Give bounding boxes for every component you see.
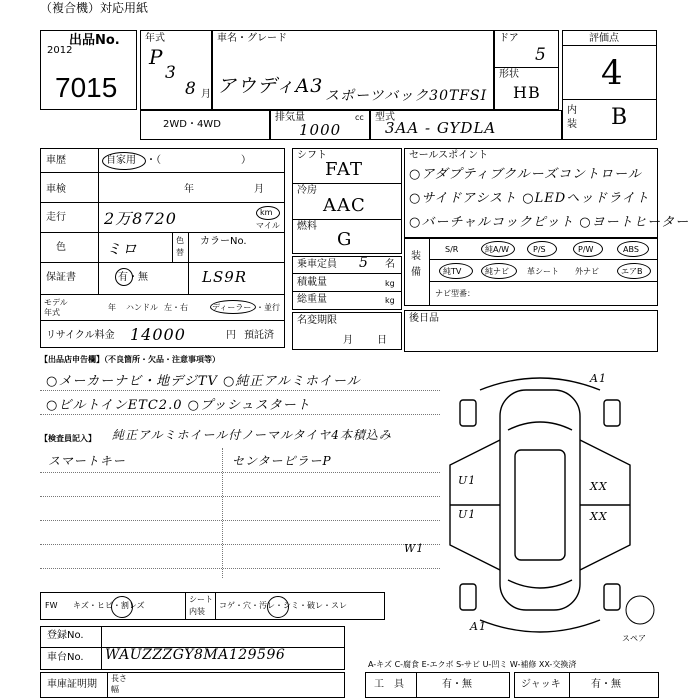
color-label: 色 [56, 242, 66, 253]
change-month: 月 [343, 335, 353, 346]
vehicle-info [40, 148, 285, 348]
equip-ps: P/S [533, 245, 546, 254]
seat-mark-circle [267, 596, 289, 618]
mileage-unit-km: km [260, 208, 273, 217]
fw-items: キズ・ヒビ・割レズ [73, 601, 145, 610]
garage-cert-width: 幅 [111, 685, 119, 694]
year-month: 8 [185, 79, 197, 99]
inspector-note-3: センターピラーP [232, 454, 332, 468]
diagram-mark-xx-1: XX [590, 480, 608, 493]
after-items-label: 後日品 [409, 313, 439, 324]
seat-items: コゲ・穴・汚レ・シミ・破レ・スレ [219, 601, 347, 610]
shift-value: FAT [325, 159, 363, 180]
model-label: 型式 [375, 112, 395, 123]
equip-abs: ABS [623, 245, 639, 254]
declaration-line-2: ○ビルトインETC2.0 ○プッシュスタート [46, 398, 311, 413]
car-diagram [420, 370, 670, 640]
history-value: 自家用 [106, 155, 136, 166]
capacity-value: 5 [359, 255, 369, 271]
tools-label: 工 具 [374, 679, 404, 690]
equip-awheel: 純A/W [485, 245, 510, 254]
ac-label: 冷房 [297, 185, 317, 196]
diagram-mark-xx-2: XX [590, 510, 608, 523]
jack-value: 有・無 [591, 679, 621, 690]
year-label: 年式 [145, 33, 165, 44]
mileage-value: 2万8720 [104, 209, 177, 228]
tools-value: 有・無 [442, 679, 472, 690]
equip-airbag: エアB [621, 267, 643, 276]
sales-box [404, 148, 690, 238]
displacement-unit: cc [355, 113, 364, 122]
equip-navi: 純ナビ [485, 267, 509, 276]
dealer-label: ディーラー [212, 303, 252, 312]
history-rest: ・（ ） [146, 155, 251, 166]
change-box [292, 312, 402, 350]
year-value: 3 [165, 63, 177, 83]
score-label: 評価点 [589, 33, 619, 44]
displacement-box [270, 110, 370, 140]
after-items-box [404, 310, 658, 352]
warranty-label: 保証書 [46, 272, 76, 283]
inspector-note-2: スマートキー [48, 454, 126, 468]
capacity-label: 乗車定員 [297, 259, 337, 270]
shift-box [292, 148, 402, 254]
sales-point-3: ○バーチャルコックピット ○ヨートヒーター [409, 215, 690, 230]
registration-box [40, 626, 345, 670]
car-label: 車名・グレード [217, 33, 287, 44]
declaration-line-1: ○メーカーナビ・地デジTV ○純正アルミホイール [46, 374, 361, 389]
tools-box [365, 672, 510, 698]
form-title: （複合機）対応用紙 [40, 1, 149, 15]
navi-model-label: ナビ型番： [435, 289, 475, 298]
capacity-unit: 名 [385, 259, 395, 270]
garage-cert-length: 長さ [111, 674, 127, 683]
recycle-unit: 円 [226, 330, 236, 341]
lot-label: 出品No. [69, 33, 120, 48]
month-unit: 月 [201, 89, 211, 100]
mileage-label: 走行 [46, 212, 66, 223]
displacement-value: 1000 [299, 121, 342, 139]
diagram-mark-a1-top: A1 [590, 372, 607, 385]
interior-label-1: 内 [567, 105, 577, 116]
ac-value: AAC [323, 195, 366, 216]
year-stamp: 2012 [47, 45, 73, 56]
weight-unit: kg [385, 296, 395, 305]
capacity-box [292, 256, 402, 310]
diagram-mark-u1-2: U1 [458, 508, 477, 521]
inspector-note-1: 純正アルミホイール付ノーマルタイヤ4本積込み [112, 428, 392, 442]
lot-box [40, 30, 137, 110]
sales-point-1: ○アダプティブクルーズコントロール [409, 167, 642, 182]
score-box [562, 30, 657, 140]
recycle-value: 14000 [130, 325, 186, 344]
seat-label-2: 内装 [189, 607, 205, 616]
change-label: 名変期限 [297, 315, 337, 326]
inspection-label: 車検 [46, 184, 66, 195]
model-value: 3AA - GYDLA [385, 119, 497, 137]
load-label: 積載量 [297, 277, 327, 288]
equip-pw: P/W [578, 245, 594, 254]
shift-label: シフト [297, 150, 327, 161]
recycle-deposit: 預託済 [244, 330, 274, 341]
car-grade: スポーツバック30TFSI [325, 88, 488, 104]
car-name: アウディA3 [217, 75, 324, 97]
fw-mark-circle [111, 596, 133, 618]
score-value: 4 [601, 53, 624, 93]
recycle-label: リサイクル料金 [46, 330, 115, 341]
equip-ext-navi: 外ナビ [575, 267, 599, 276]
chassis-label: 車台No. [47, 652, 84, 663]
model-box [370, 110, 562, 140]
garage-cert-label: 車庫証明期 [47, 679, 97, 690]
model-year-label-2: 年式 [44, 308, 60, 317]
displacement-label: 排気量 [275, 112, 305, 123]
handle-value: 左・右 [164, 303, 188, 312]
jack-box [514, 672, 659, 698]
sales-point-2: ○サイドアシスト ○LEDヘッドライト [409, 191, 650, 206]
interior-label-2: 装 [567, 119, 577, 130]
declaration-label: 【出品店申告欄】（不良箇所・欠品・注意事項等） [40, 355, 220, 364]
warranty-options: 有・無 [118, 272, 148, 283]
seat-label-1: シート [189, 595, 213, 604]
color-replace-1: 色 [176, 236, 184, 245]
registration-label: 登録No. [47, 630, 84, 641]
doors-label: ドア [499, 33, 519, 44]
interior-value: B [611, 105, 629, 130]
color-value: ミロ [106, 240, 139, 258]
fuel-value: G [337, 229, 353, 250]
color-no-label: カラーNo. [200, 236, 247, 247]
inspection-month-unit: 月 [254, 184, 264, 195]
drive-label: 2WD・4WD [163, 119, 221, 130]
diagram-mark-a1-bottom: A1 [470, 620, 487, 633]
equipment-box [404, 238, 658, 306]
doors-value: 5 [535, 45, 547, 65]
color-no-value: LS9R [202, 268, 248, 286]
interior-condition-row [40, 592, 385, 620]
inspector-label: 【検査員記入】 [40, 434, 96, 443]
lot-number: 7015 [55, 72, 118, 103]
jack-label: ジャッキ [521, 679, 561, 690]
model-year-unit: 年 [108, 303, 116, 312]
body-type-label: 形状 [499, 69, 519, 80]
equip-label-1: 装 [411, 251, 421, 262]
spare-label: スペア [622, 634, 646, 643]
chassis-value: WAUZZZGY8MA129596 [105, 647, 286, 663]
fw-label: FW [45, 601, 58, 610]
diagram-mark-w1: W1 [404, 542, 425, 555]
history-label: 車歴 [46, 155, 66, 166]
equip-sr: S/R [445, 245, 459, 254]
inspection-year-unit: 年 [184, 184, 194, 195]
mileage-unit-mile: マイル [256, 221, 280, 230]
damage-legend: A-キズ C-腐食 E-エクボ S-サビ U-凹ミ W-補修 XX-交換済 [368, 660, 577, 669]
model-year-label-1: モデル [44, 298, 68, 307]
equip-tv: 純TV [443, 267, 462, 276]
weight-label: 総重量 [297, 294, 327, 305]
drive-box [140, 110, 270, 140]
parallel-label: ・並行 [256, 303, 280, 312]
year-box [140, 30, 212, 110]
color-replace-2: 替 [176, 248, 184, 257]
garage-cert-box [40, 672, 345, 698]
warranty-circle [115, 268, 133, 286]
year-era: P [149, 45, 164, 69]
equip-leather: 革シート [527, 267, 559, 276]
body-type-value: HB [513, 83, 541, 102]
handle-label: ハンドル [126, 303, 158, 312]
car-box [212, 30, 494, 110]
change-day: 日 [377, 335, 387, 346]
equip-label-2: 備 [411, 267, 421, 278]
sales-label: セールスポイント [409, 150, 489, 161]
fuel-label: 燃料 [297, 221, 317, 232]
doors-box [494, 30, 559, 110]
load-unit: kg [385, 279, 395, 288]
diagram-mark-u1-1: U1 [458, 474, 477, 487]
